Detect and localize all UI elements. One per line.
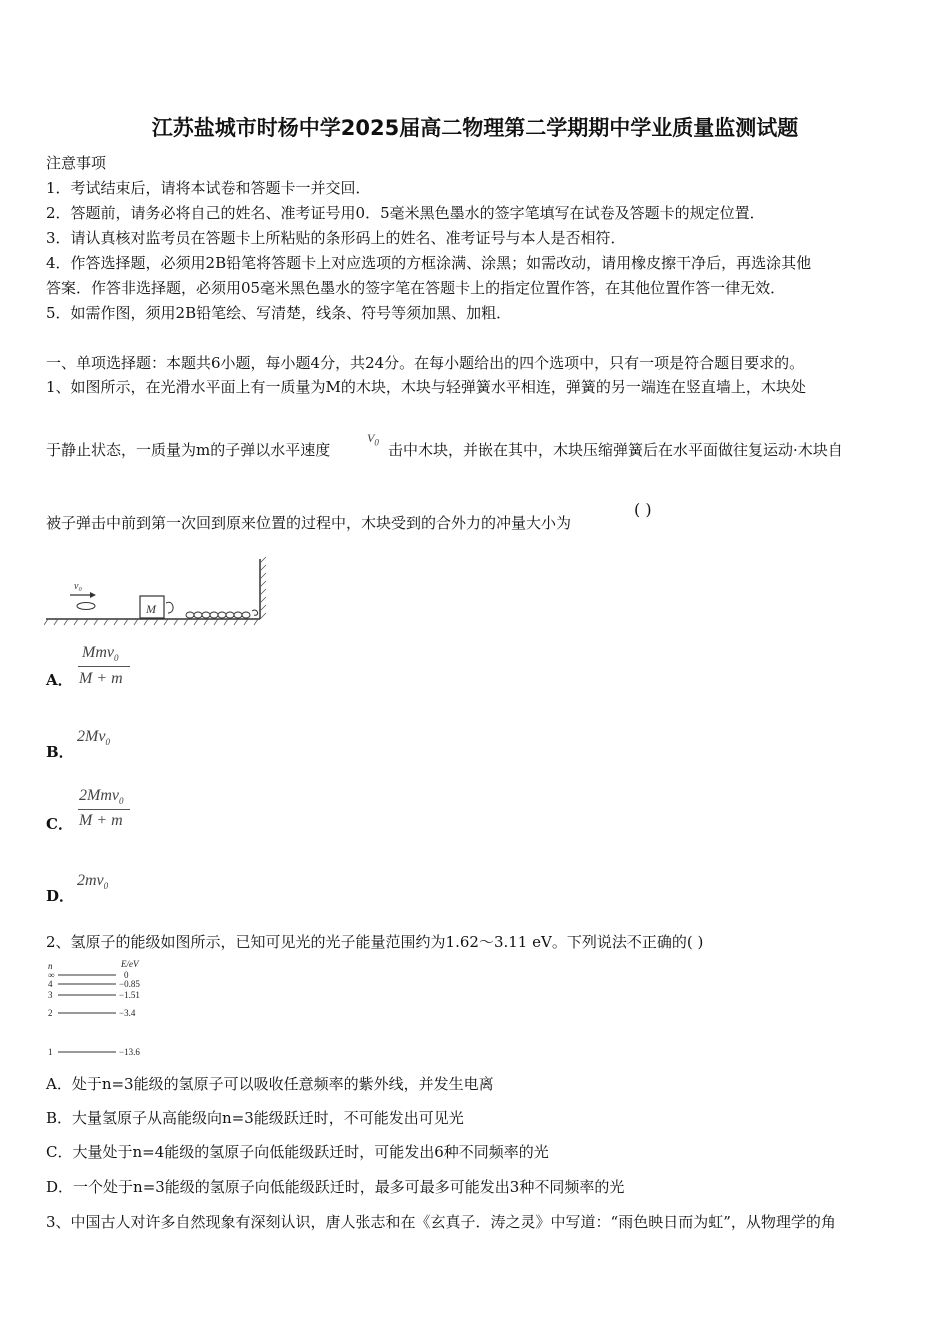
svg-text:2: 2 (48, 1008, 53, 1018)
answer-paren: ( ) (634, 500, 652, 519)
q1-option-a-label: A． (46, 671, 73, 689)
energy-level-diagram (44, 956, 164, 1060)
q2-option-d: D．一个处于n=3能级的氢原子向低能级跃迁时，最多可最多可能发出3种不同频率的光 (46, 1178, 625, 1196)
q1-v0-symbol: $V_0$ (367, 431, 379, 448)
svg-text:3: 3 (48, 990, 53, 1000)
q3-stem-line1: 3、中国古人对许多自然现象有深刻认识，唐人张志和在《玄真子．涛之灵》中写道：“雨色映日而为虹”，从物理学的角 (46, 1213, 836, 1231)
svg-text:4: 4 (48, 979, 53, 989)
notice-item: 5．如需作图，须用2B铅笔绘、写清楚，线条、符号等须加黑、加粗． (46, 304, 512, 322)
q1-option-d-label: D． (46, 887, 75, 905)
notice-item: 1．考试结束后，请将本试卷和答题卡一并交回． (46, 179, 371, 197)
section-heading: 一、单项选择题：本题共6小题，每小题4分，共24分。在每小题给出的四个选项中，只有一项是符合题目要求的。 (46, 354, 805, 372)
svg-text:n: n (48, 961, 53, 971)
svg-text:∞: ∞ (48, 970, 55, 980)
q2-stem: 2、氢原子的能级如图所示，已知可见光的光子能量范围约为1.62～3.11 eV。下列说法不正确的( ) (46, 933, 704, 951)
notice-item: 答案．作答非选择题，必须用05毫米黑色墨水的签字笔在答题卡上的指定位置作答，在其他位置作答一律无效． (46, 279, 786, 297)
svg-text:1: 1 (48, 1047, 53, 1057)
q1-option-a-numerator: Mmv$_0$ (82, 644, 119, 664)
q1-option-c-denominator: M + m (79, 812, 123, 829)
notice-item: 4．作答选择题，必须用2B铅笔将答题卡上对应选项的方框涂满、涂黑；如需改动，请用橡皮擦干净后，再选涂其他 (46, 254, 812, 272)
svg-text:−1.51: −1.51 (119, 990, 140, 1000)
q1-option-d-expr: $2mv_0$ (77, 872, 109, 892)
q1-option-a-denominator: M + m (79, 670, 123, 687)
q1-option-c-label: C． (46, 815, 73, 833)
notice-item: 2．答题前，请务必将自己的姓名、准考证号用0．5毫米黑色墨水的签字笔填写在试卷及答题卡的规定位置． (46, 204, 765, 222)
spring-block-figure (44, 555, 274, 630)
fraction-bar (78, 809, 130, 810)
notice-item: 3．请认真核对监考员在答题卡上所粘贴的条形码上的姓名、准考证号与本人是否相符． (46, 229, 626, 247)
svg-text:−3.4: −3.4 (119, 1008, 136, 1018)
svg-text:E/eV: E/eV (121, 959, 139, 969)
svg-text:M: M (146, 602, 156, 616)
page-title: 江苏盐城市时杨中学2025届高二物理第二学期期中学业质量监测试题 (151, 116, 799, 140)
q1-option-b-expr: $2Mv_0$ (77, 728, 110, 748)
q1-option-b-label: B． (46, 743, 74, 761)
svg-text:0: 0 (124, 970, 129, 980)
svg-text:−13.6: −13.6 (119, 1047, 140, 1057)
q2-option-b: B．大量氢原子从高能级向n=3能级跃迁时，不可能发出可见光 (46, 1109, 464, 1127)
q1-stem-line1: 1、如图所示，在光滑水平面上有一质量为M的木块，木块与轻弹簧水平相连，弹簧的另一端连在竖直墙上，木块处 (46, 378, 806, 396)
notice-heading: 注意事项 (46, 154, 107, 172)
q2-option-a: A．处于n=3能级的氢原子可以吸收任意频率的紫外线，并发生电离 (46, 1075, 494, 1093)
svg-text:−0.85: −0.85 (119, 979, 140, 989)
q1-option-c-numerator: 2Mmv$_0$ (79, 787, 124, 807)
q1-stem-line3: 被子弹击中前到第一次回到原来位置的过程中，木块受到的合外力的冲量大小为 (46, 514, 572, 532)
q1-stem-line2b: 击中木块，并嵌在其中，木块压缩弹簧后在水平面做往复运动·木块自 (388, 441, 843, 459)
q2-option-c: C．大量处于n=4能级的氢原子向低能级跃迁时，可能发出6种不同频率的光 (46, 1143, 549, 1161)
v0-label: v₀ (74, 581, 82, 592)
fraction-bar (78, 666, 130, 667)
q1-stem-line2a: 于静止状态，一质量为m的子弹以水平速度 (46, 441, 331, 459)
